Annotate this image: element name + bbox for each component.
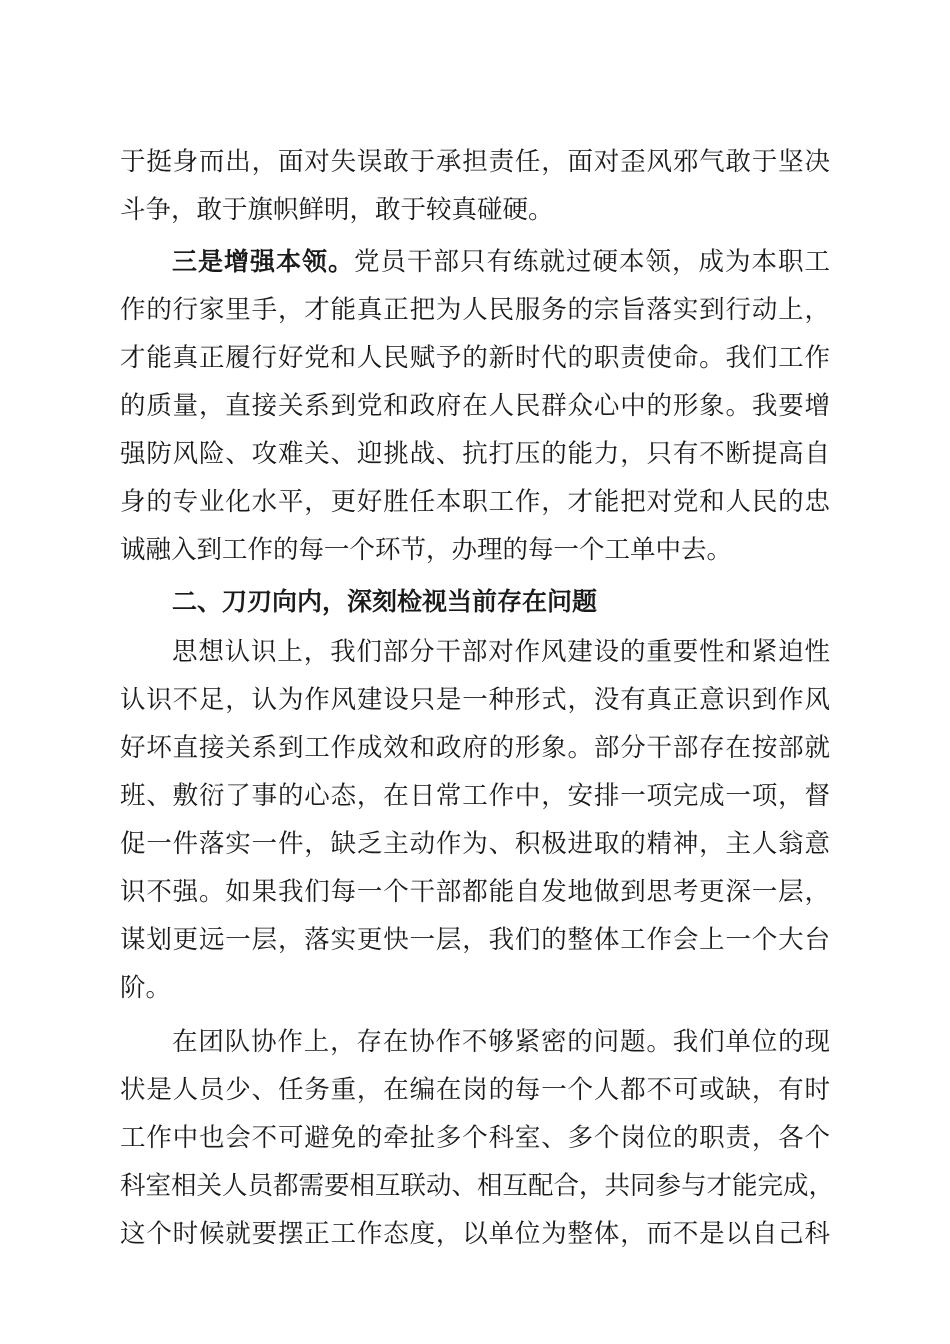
- text-line: 工作中也会不可避免的牵扯多个科室、多个岗位的职责，各个: [120, 1123, 830, 1153]
- text-line: 状是人员少、任务重，在编在岗的每一个人都不可或缺，有时: [120, 1075, 830, 1105]
- text-line: 班、敷衍了事的心态，在日常工作中，安排一项完成一项，督: [120, 781, 830, 811]
- paragraph-first-line-text: 党员干部只有练就过硬本领，成为本职工: [354, 247, 830, 277]
- text-line: 强防风险、攻难关、迎挑战、抗打压的能力，只有不断提高自: [120, 439, 830, 469]
- text-line: 才能真正履行好党和人民赋予的新时代的职责使命。我们工作: [120, 343, 830, 373]
- text-line: 于挺身而出，面对失误敢于承担责任，面对歪风邪气敢于坚决: [120, 147, 830, 177]
- text-line: 识不强。如果我们每一个干部都能自发地做到思考更深一层，: [120, 877, 830, 907]
- text-line: 在团队协作上，存在协作不够紧密的问题。我们单位的现: [172, 1027, 830, 1057]
- text-line: 这个时候就要摆正工作态度，以单位为整体，而不是以自己科: [120, 1219, 830, 1249]
- section-heading: 二、刀刃向内，深刻检视当前存在问题: [172, 587, 598, 616]
- text-line: 科室相关人员都需要相互联动、相互配合，共同参与才能完成，: [120, 1171, 835, 1201]
- paragraph-lead-heading: 三是增强本领。: [172, 247, 354, 276]
- text-line: 斗争，敢于旗帜鲜明，敢于较真碰硬。: [120, 195, 554, 225]
- text-line: 诚融入到工作的每一个环节，办理的每一个工单中去。: [120, 535, 733, 565]
- text-line: 身的专业化水平，更好胜任本职工作，才能把对党和人民的忠: [120, 487, 830, 517]
- text-line: 好坏直接关系到工作成效和政府的形象。部分干部存在按部就: [120, 733, 830, 763]
- text-line: 思想认识上，我们部分干部对作风建设的重要性和紧迫性: [172, 637, 830, 667]
- text-line: 谋划更远一层，落实更快一层，我们的整体工作会上一个大台: [120, 925, 830, 955]
- text-line: 的质量，直接关系到党和政府在人民群众心中的形象。我要增: [120, 391, 830, 421]
- text-line: 作的行家里手，才能真正把为人民服务的宗旨落实到行动上，: [120, 295, 830, 325]
- paragraph-first-line: [172, 240, 830, 284]
- text-line: 促一件落实一件，缺乏主动作为、积极进取的精神，主人翁意: [120, 829, 830, 859]
- text-line: 认识不足，认为作风建设只是一种形式，没有真正意识到作风: [120, 685, 830, 715]
- text-line: 阶。: [120, 973, 172, 1003]
